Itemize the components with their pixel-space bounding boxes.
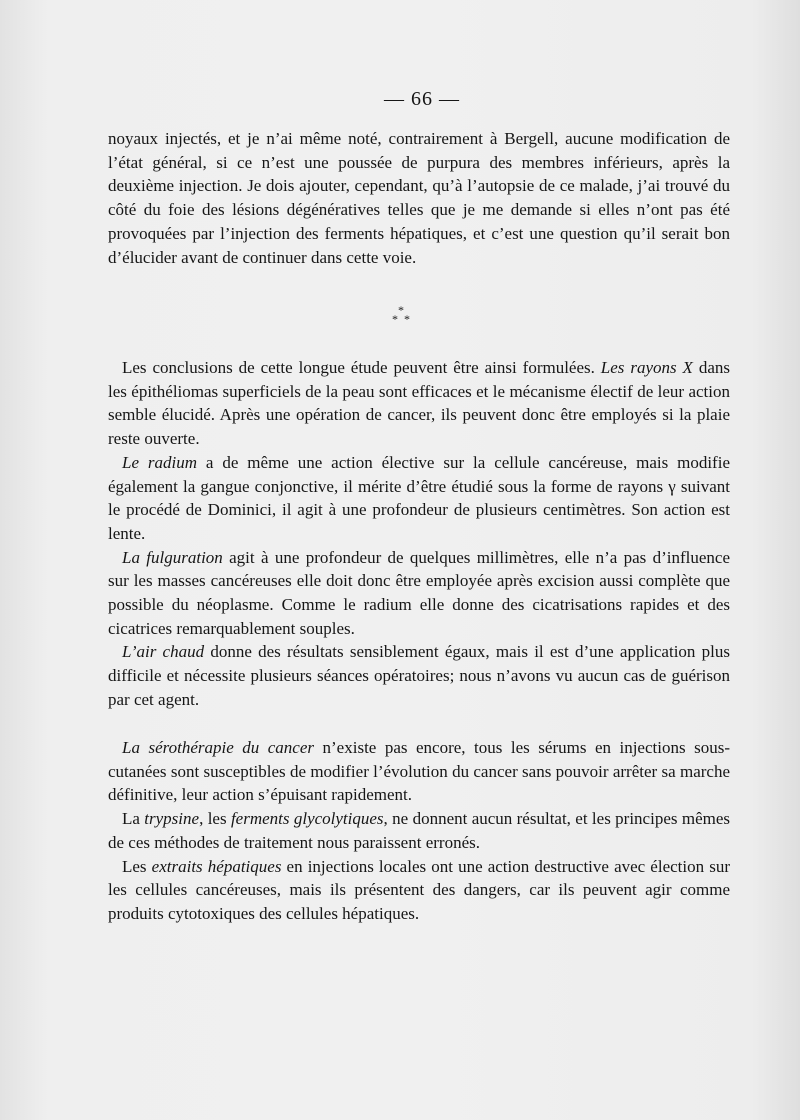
page-number: — 66 — (384, 88, 460, 110)
paragraph-serotherapie (108, 736, 730, 807)
conclusion-air-chaud-text: donne des résultats sensiblement égaux, mais il est d’une application plus difficile et nécessite plusieurs séances opératoires; nous n’avons vu aucun cas de guérison par cet agent. (108, 642, 730, 709)
intro-paragraph: noyaux injectés, et je n’ai même noté, contrairement à Bergell, aucune modification de l’état général, si ce n’est une poussée de purpura des membres inférieurs, après la deuxième injection. Je dois ajouter, cependant, qu’à l’autopsie de ce malade, j’ai trouvé du côté du foie des lésions dégénératives telles que je me demande si elles n’ont pas été provoquées par l’injection des ferments hépatiques, et c’est une question qu’il serait bon d’élucider avant de continuer dans cette voie. (108, 129, 730, 267)
term-fulguration: La fulguration (122, 547, 223, 567)
term-ferments-glycolytiques: ferments glycolytiques (230, 809, 384, 829)
conclusion-lead-text: Les conclusions de cette longue étude peuvent être ainsi formulées. (122, 358, 601, 377)
term-trypsine: trypsine (144, 809, 200, 829)
term-serotherapie: La sérothérapie du cancer (122, 738, 315, 757)
term-extraits-hepatiques: extraits hépatiques (151, 856, 282, 876)
trypsine-text: , ne donnent aucun résultat, et les principes mêmes de ces méthodes de traitement nous paraissent erronés. (108, 809, 730, 852)
conclusion-paragraph-air-chaud (108, 640, 730, 711)
conclusion-radium-text: a de même une action élective sur la cellule cancéreuse, mais modifie également la gangue conjonctive, il mérite d’être étudié sous la forme de rayons γ suivant le procédé de Dominici, il agit à une profondeur de plusieurs centimètres. Son action est lente. (108, 452, 730, 543)
conclusion-paragraph-radium (108, 451, 730, 546)
term-radium: Le radium (122, 452, 198, 472)
serotherapie-text: n’existe pas encore, tous les sérums en injections sous-cutanées sont susceptibles de modifier l’évolution du cancer sans pouvoir arrêter sa marche définitive, leur action s’épuisant rapidement. (108, 738, 730, 805)
other-methods-section (108, 736, 730, 926)
trypsine-mid: , les (199, 809, 231, 829)
term-rayons-x: Les rayons X (600, 358, 693, 377)
extraits-lead: Les (122, 856, 152, 876)
section-separator-asterism (390, 304, 420, 326)
paragraph-trypsine (108, 807, 730, 854)
separator-star-left: * (392, 312, 398, 326)
trypsine-lead: La (122, 809, 145, 829)
separator-star-top: * (398, 303, 404, 317)
intro-section (108, 127, 730, 269)
conclusion-fulguration-text: agit à une profondeur de quelques millimètres, elle n’a pas d’influence sur les masses cancéreuses elle doit donc être employée après excision aussi complète que possible du néoplasme. Comme le radium elle donne des cicatrisations rapides et des cicatrices remarquablement souples. (108, 547, 730, 638)
conclusion-paragraph-xrays (108, 356, 730, 451)
extraits-text: en injections locales ont une action destructive avec élection sur les cellules cancéreuses, mais ils présentent des dangers, car ils peuvent agir comme produits cytotoxiques des cellules hépatiques. (108, 856, 731, 923)
paragraph-extraits-hepatiques (108, 855, 730, 926)
conclusion-paragraph-fulguration (108, 546, 730, 641)
separator-star-right: * (404, 312, 410, 326)
conclusion-xrays-text: dans les épithéliomas superficiels de la peau sont efficaces et le mécanisme électif de leur action semble élucidé. Après une opération de cancer, ils peuvent donc être employés si la plaie reste ouverte. (108, 358, 730, 449)
conclusions-section (108, 356, 730, 712)
term-air-chaud: L’air chaud (122, 642, 205, 662)
